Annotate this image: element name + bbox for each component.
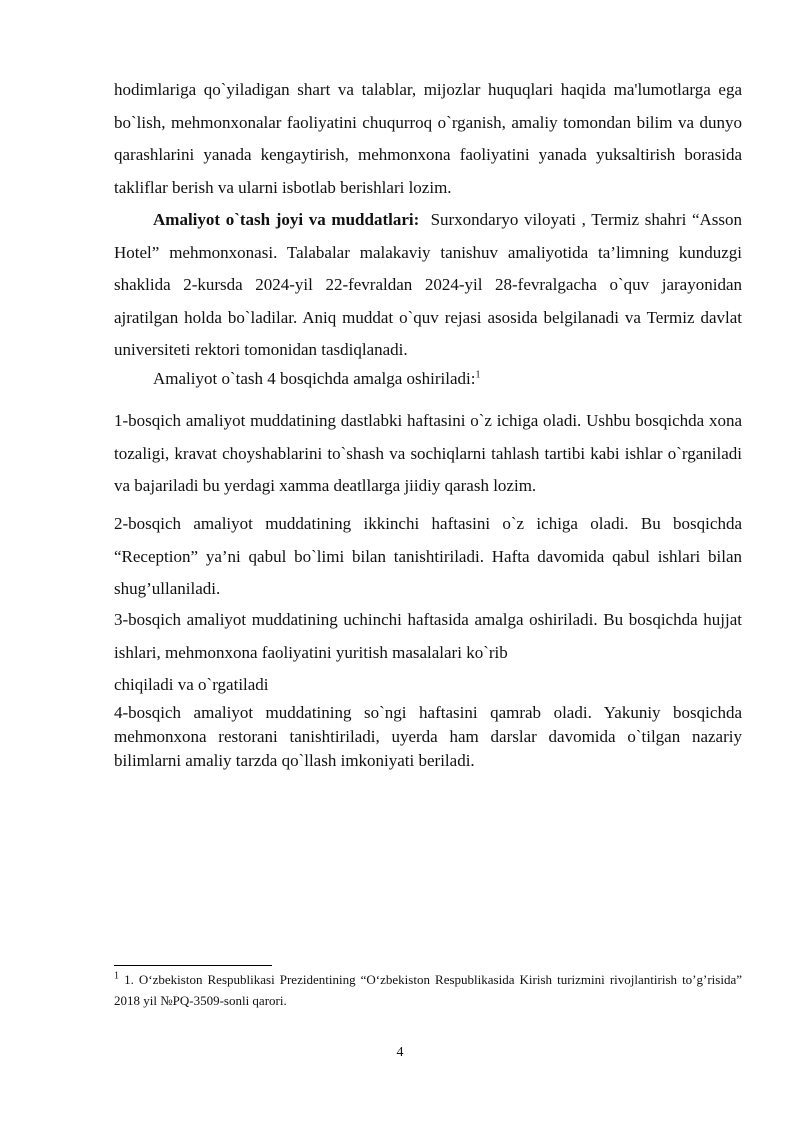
paragraph-stage-1: 1-bosqich amaliyot muddatining dastlabki haftasini o`z ichiga oladi. Ushbu bosqichda xona tozaligi, kravat choyshablarini to`shash va sochiqlarni tahlash tartibi kabi ishlar o`rganiladi va bajariladi bu yerdagi xamma deatllarga jiidiy qarash lozim.: [114, 411, 742, 495]
footnote-reference: 1: [475, 369, 481, 381]
page-number: 4: [396, 1045, 404, 1060]
paragraph-stages-intro: [114, 366, 742, 392]
footnote: [114, 969, 742, 1011]
stage-3-line-2: chiqiladi va o`rgatiladi: [114, 675, 269, 694]
stages-intro-text: Amaliyot o`tash 4 bosqichda amalga oshiriladi:: [153, 369, 476, 388]
stage-3-line-1: 3-bosqich amaliyot muddatining uchinchi haftasida amalga oshiriladi. Bu bosqichda hujjat ishlari, mehmonxona faoliyatini yuritish masalalari ko`rib: [114, 610, 742, 662]
paragraph-intro-continuation: hodimlariga qo`yiladigan shart va talablar, mijozlar huquqlari haqida ma'lumotlarga ega bo`lish, mehmonxonalar faoliyatini chuqurroq o`rganish, amaliy tomondan bilim va dunyo qarashlarini yanada kengaytirish, mehmonxona faoliyatini yanada yuksaltirish borasida takliflar berish va ularni isbotlab berishlari lozim.: [114, 80, 742, 197]
paragraph-stage-3: [114, 604, 742, 702]
practice-location-heading: Amaliyot o`tash joyi va muddatlari:: [153, 210, 420, 229]
paragraph-stage-4: 4-bosqich amaliyot muddatining so`ngi haftasini qamrab oladi. Yakuniy bosqichda mehmonxona restorani tanishtiriladi, uyerda ham darslar davomida o`tilgan nazariy bilimlarni amaliy tarzda qo`llash imkoniyati beriladi.: [114, 703, 742, 770]
footnote-text: 1. O‘zbekiston Respublikasi Prezidentining “O‘zbekiston Respublikasida Kirish turizmini rivojlantirish to’g’risida” 2018 yil №PQ-3509-sonli qarori.: [114, 972, 742, 1008]
paragraph-practice-location: [114, 204, 742, 367]
footnote-marker: 1: [114, 970, 119, 982]
footnote-separator: [114, 965, 272, 966]
paragraph-stage-2: 2-bosqich amaliyot muddatining ikkinchi haftasini o`z ichiga oladi. Bu bosqichda “Reception” ya’ni qabul bo`limi bilan tanishtiriladi. Hafta davomida qabul ishlari bilan shug’ullaniladi.: [114, 514, 742, 598]
practice-location-body: Surxondaryo viloyati , Termiz shahri “Asson Hotel” mehmonxonasi. Talabalar malakaviy tanishuv amaliyotida ta’limning kunduzgi shaklida 2-kursda 2024-yil 22-fevraldan 2024-yil 28-fevralgacha o`quv jarayonidan ajratilgan holda bo`ladilar. Aniq muddat o`quv rejasi asosida belgilanadi va Termiz davlat universiteti rektori tomonidan tasdiqlanadi.: [114, 210, 742, 359]
